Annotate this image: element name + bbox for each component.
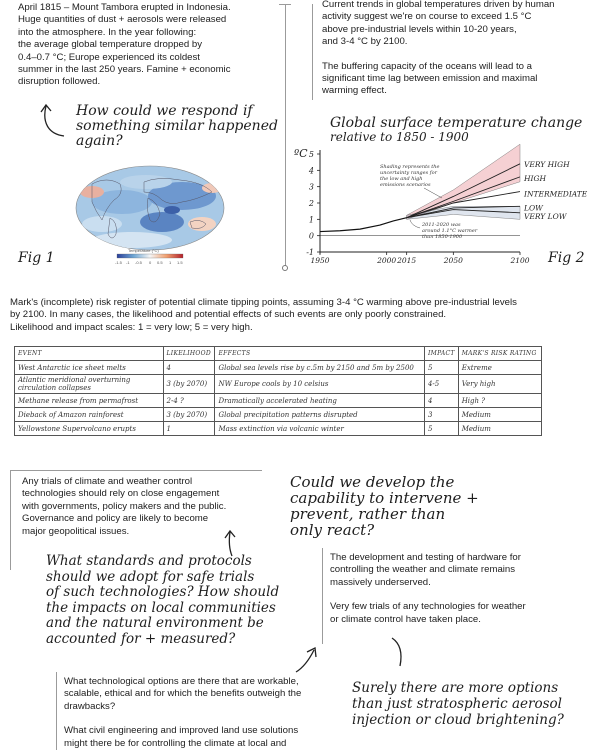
annotation-pointer xyxy=(410,220,420,228)
curved-arrow-icon xyxy=(34,100,74,140)
colorbar-caption: Temperature (°C) xyxy=(128,248,159,253)
warming-trends-text xyxy=(322,0,592,98)
column-header: EVENT xyxy=(15,347,164,361)
divider-line xyxy=(56,672,57,750)
y-tick-label: 4 xyxy=(308,166,314,176)
text-line: Mark's (incomplete) risk register of potential climate tipping points, assuming 3-4 °C warming above pre-industrial levels xyxy=(10,297,517,308)
historical-line xyxy=(320,218,407,232)
table-header-row xyxy=(15,347,542,361)
hand-line: should we adopt for safe trials xyxy=(46,568,255,585)
colorbar xyxy=(117,254,183,258)
colorbar-tick: -1 xyxy=(126,260,130,265)
text-line: with governments, policy makers and the public. xyxy=(22,500,227,512)
table-row xyxy=(15,408,542,422)
cell-impact: 4-5 xyxy=(424,375,458,394)
handwritten-question-intervene xyxy=(290,474,479,538)
x-tick-label: 2050 xyxy=(443,256,463,265)
fig1-temperature-map xyxy=(62,162,238,272)
cell-likelihood: 3 (by 2070) xyxy=(163,408,215,422)
cell-effects: NW Europe cools by 10 celsius xyxy=(215,375,424,394)
hand-line: Surely there are more options xyxy=(352,680,559,696)
chart-title-line: relative to 1850 - 1900 xyxy=(330,130,469,144)
column-header: IMPACT xyxy=(424,347,458,361)
hand-line: capability to intervene + xyxy=(290,489,479,507)
fig1-label: Fig 1 xyxy=(18,250,55,266)
cell-event: West Antarctic ice sheet melts xyxy=(15,361,164,375)
cell-rating: Medium xyxy=(458,422,541,436)
y-tick-label: 0 xyxy=(308,231,314,241)
cell-impact: 4 xyxy=(424,394,458,408)
cell-likelihood: 2-4 ? xyxy=(163,394,215,408)
column-header: EFFECTS xyxy=(215,347,424,361)
x-tick-label: 2015 xyxy=(397,256,417,265)
arrow-up-right-icon xyxy=(292,644,322,674)
text-line: What civil engineering and improved land use solutions xyxy=(64,725,299,737)
cell-effects: Global precipitation patterns disrupted xyxy=(215,408,424,422)
colorbar-tick: 1.5 xyxy=(177,260,183,265)
text-line: activity suggest we're on course to exceed 1.5 °C xyxy=(322,11,532,23)
colorbar-tick: 1 xyxy=(169,260,172,265)
text-line: disruption followed. xyxy=(18,76,101,88)
divider-line xyxy=(322,548,323,644)
cell-likelihood: 3 (by 2070) xyxy=(163,375,215,394)
cell-likelihood: 4 xyxy=(163,361,215,375)
connector-line xyxy=(312,4,313,100)
divider-line xyxy=(10,470,11,570)
cell-rating: Extreme xyxy=(458,361,541,375)
cell-event: Methane release from permafrost xyxy=(15,394,164,408)
hand-line: something similar happened xyxy=(76,118,278,134)
text-line: massively underserved. xyxy=(330,576,431,588)
cell-impact: 5 xyxy=(424,361,458,375)
text-line: and 3-4 °C by 2100. xyxy=(322,36,408,48)
text-line: summer in the last 250 years. Famine + economic xyxy=(18,64,231,76)
text-line: the average global temperature dropped by xyxy=(18,39,203,51)
cell-event: Atlantic meridional overturning circulation collapses xyxy=(15,375,164,394)
note-line: around 1.1°C warmer xyxy=(422,228,478,234)
colorbar-tick: -0.5 xyxy=(135,260,142,265)
note-line: the low and high xyxy=(380,176,423,182)
hand-line: Could we develop the xyxy=(290,473,455,491)
cell-rating: Medium xyxy=(458,408,541,422)
text-line: Huge quantities of dust + aerosols were released xyxy=(18,14,227,26)
cell-impact: 5 xyxy=(424,422,458,436)
hand-line: accounted for + measured? xyxy=(46,630,236,647)
connector-line xyxy=(285,4,286,267)
text-line: by 2100. In many cases, the likelihood and potential effects of such events are only poorly constrained. xyxy=(10,309,447,321)
text-line: scalable, ethical and for which the benefits outweigh the xyxy=(64,688,302,700)
column-header: LIKELIHOOD xyxy=(163,347,215,361)
x-tick-label: 2100 xyxy=(510,256,530,265)
colorbar-tick: 0 xyxy=(149,260,152,265)
options-text xyxy=(64,676,334,750)
y-tick-label: 1 xyxy=(308,215,314,225)
colorbar-tick: -1.5 xyxy=(115,260,122,265)
table-row xyxy=(15,375,542,394)
y-tick-label: 2 xyxy=(308,199,314,208)
series-label: VERY LOW xyxy=(524,211,567,221)
spacer xyxy=(322,49,592,61)
hand-line: again? xyxy=(76,133,123,149)
cell-effects: Mass extinction via volcanic winter xyxy=(215,422,424,436)
text-line: Likelihood and impact scales: 1 = very low; 5 = very high. xyxy=(10,321,253,333)
hardware-text xyxy=(330,552,592,626)
text-line: technologies should rely on close engagement xyxy=(22,488,220,500)
cell-effects: Dramatically accelerated heating xyxy=(215,394,424,408)
text-line: The buffering capacity of the oceans will lead to a xyxy=(322,60,532,72)
cell-event: Dieback of Amazon rainforest xyxy=(15,408,164,422)
risk-register-table xyxy=(14,346,542,436)
tambora-text xyxy=(18,2,288,89)
cell-rating: High ? xyxy=(458,394,541,408)
cell-likelihood: 1 xyxy=(163,422,215,436)
warming-annotation xyxy=(421,222,478,240)
text-line: Governance and policy are likely to become xyxy=(22,513,209,525)
note-line: than 1850-1900 xyxy=(422,234,463,240)
bracket-mark-icon xyxy=(386,636,410,670)
chart-title-line: Global surface temperature change xyxy=(330,115,583,131)
note-line: uncertainty ranges for xyxy=(380,170,437,176)
hand-line: prevent, rather than xyxy=(290,505,446,523)
series-label: VERY HIGH xyxy=(524,159,570,169)
y-tick-label: 5 xyxy=(308,150,314,159)
text-line: into the atmosphere. In the year following: xyxy=(18,26,197,38)
hand-line: the impacts on local communities xyxy=(46,599,276,616)
table-row xyxy=(15,394,542,408)
hand-line: than just stratospheric aerosol xyxy=(352,696,562,712)
text-line: What technological options are there that are workable, xyxy=(64,676,299,687)
hand-line: and the natural environment be xyxy=(46,615,264,631)
spacer xyxy=(64,713,334,725)
table-row xyxy=(15,361,542,375)
connector-dot xyxy=(282,265,288,271)
text-line: 0.4–0.7 °C; Europe experienced its coldest xyxy=(18,51,200,63)
handwritten-question-respond xyxy=(76,104,278,149)
text-line: controlling the weather and climate remains xyxy=(330,564,516,576)
handwritten-question-standards xyxy=(46,554,279,647)
series-label: LOW xyxy=(524,203,543,213)
text-line: might there be for controlling the climate at local and xyxy=(64,737,287,749)
text-line: major geopolitical issues. xyxy=(22,525,130,537)
hand-line: What standards and protocols xyxy=(46,553,252,569)
cell-rating: Very high xyxy=(458,375,541,394)
series-label: HIGH xyxy=(524,173,547,183)
cell-event: Yellowstone Supervolcano erupts xyxy=(15,422,164,436)
text-line: Any trials of climate and weather control xyxy=(22,476,193,487)
divider-line xyxy=(10,470,262,471)
column-header: MARK'S RISK RATING xyxy=(458,347,541,361)
series-label: INTERMEDIATE xyxy=(524,189,588,199)
text-line: Current trends in global temperatures driven by human xyxy=(322,0,555,10)
text-line: April 1815 – Mount Tambora erupted in Indonesia. xyxy=(18,2,231,13)
text-line: The development and testing of hardware for xyxy=(330,552,521,563)
note-line: 2011-2020 was xyxy=(422,222,461,228)
hand-line: of such technologies? How should xyxy=(46,584,280,600)
fig2-label: Fig 2 xyxy=(548,250,585,266)
hand-line: injection or cloud brightening? xyxy=(352,712,564,728)
y-unit-label: ºC xyxy=(294,147,308,160)
colorbar-tick: 0.5 xyxy=(157,260,163,265)
y-tick-label: -1 xyxy=(306,248,314,257)
risk-intro xyxy=(10,297,595,334)
spacer xyxy=(330,589,592,601)
fig2-temperature-chart xyxy=(292,140,592,270)
hand-line: only react? xyxy=(290,521,375,539)
note-line: Shading represents the xyxy=(380,164,440,170)
note-pointer xyxy=(424,188,442,198)
text-line: Very few trials of any technologies for weather xyxy=(330,601,526,613)
text-line: or climate control have taken place. xyxy=(330,613,481,625)
note-line: emissions scenarios xyxy=(380,182,431,188)
x-tick-label: 1950 xyxy=(310,256,330,265)
text-line: above pre-industrial levels within 10-20 years, xyxy=(322,23,517,35)
table-row xyxy=(15,422,542,436)
y-tick-label: 3 xyxy=(308,182,314,192)
shading-note xyxy=(380,164,439,188)
cell-impact: 3 xyxy=(424,408,458,422)
hand-line: How could we respond if xyxy=(76,103,253,119)
cell-effects: Global sea levels rise by c.5m by 2150 and 5m by 2500 xyxy=(215,361,424,375)
handwritten-question-options xyxy=(352,680,564,728)
text-line: warming effect. xyxy=(322,85,387,97)
connector-line xyxy=(279,4,291,5)
text-line: drawbacks? xyxy=(64,700,116,712)
x-tick-label: 2000 xyxy=(377,256,397,265)
colorbar-ticks xyxy=(115,260,183,265)
text-line: significant time lag between emission and maximal xyxy=(322,73,538,85)
